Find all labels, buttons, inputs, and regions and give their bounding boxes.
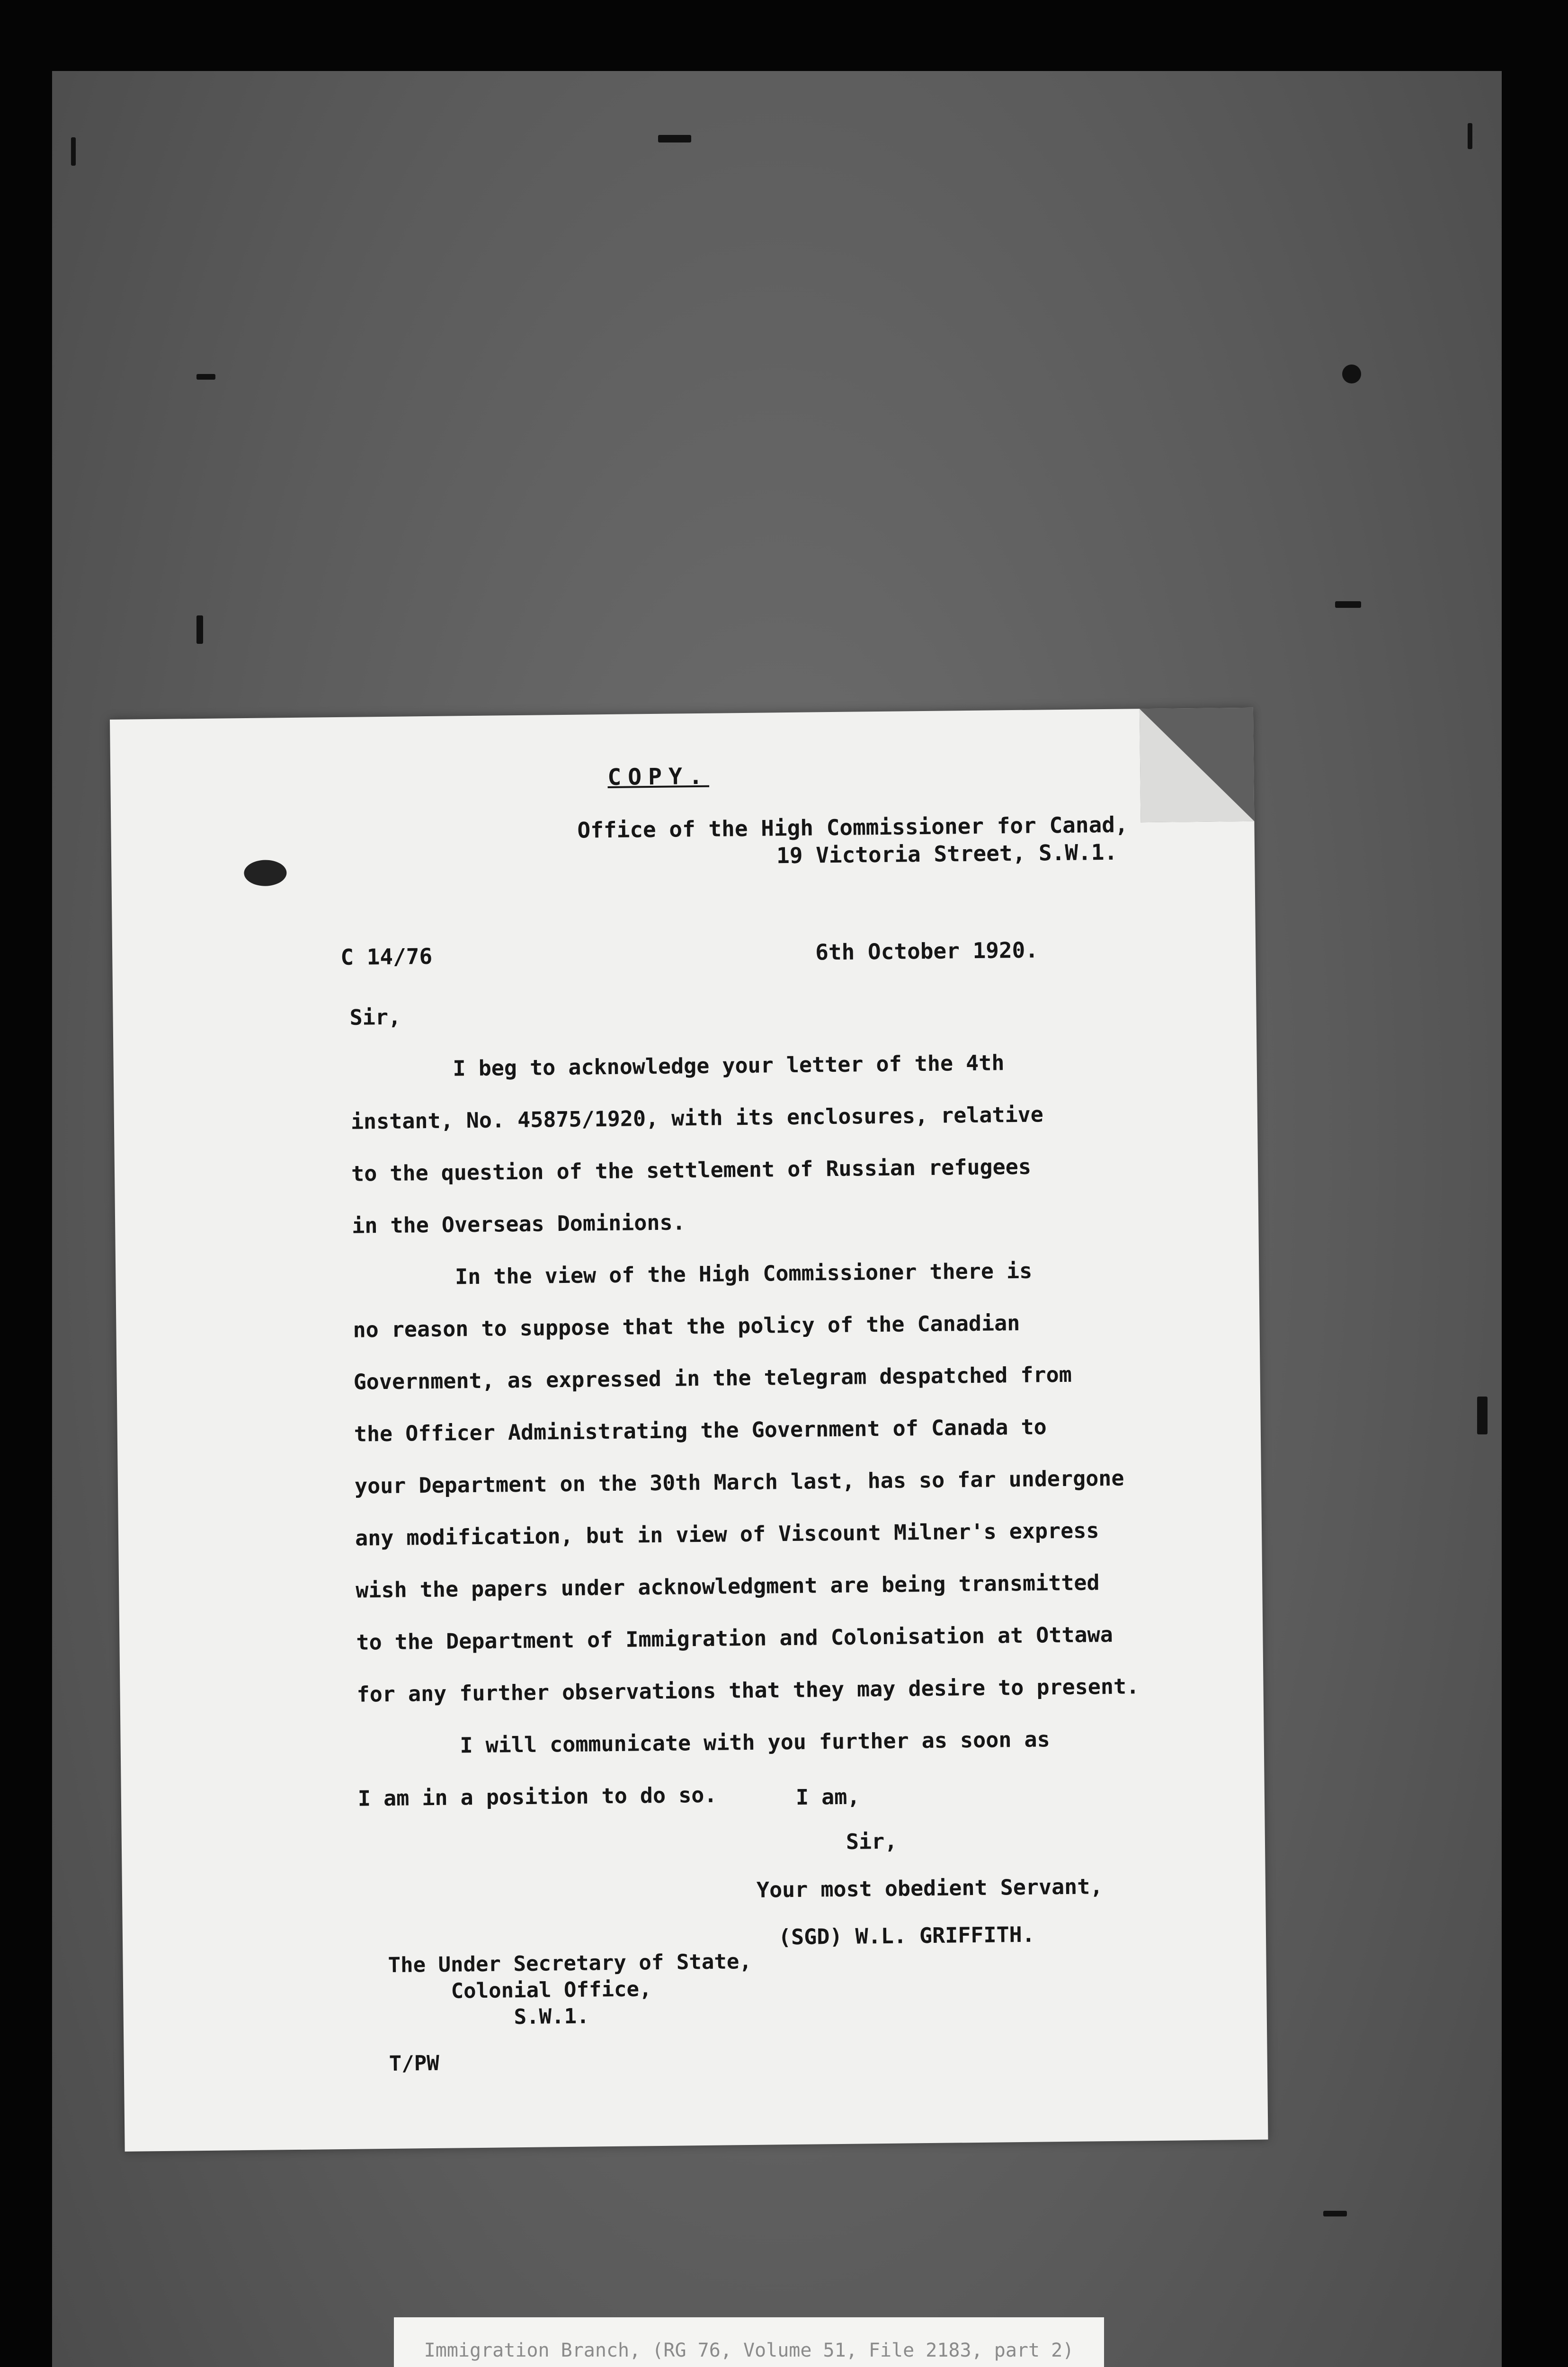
body-line: your Department on the 30th March last, has so far undergone [354,1465,1124,1499]
closing-i-am: I am, [795,1784,860,1810]
addressee-line: S.W.1. [388,2004,589,2030]
office-address [577,810,1128,871]
board-mark [1342,365,1361,383]
body-line: to the question of the settlement of Russian refugees [351,1154,1032,1186]
closing-sir: Sir, [846,1828,898,1854]
typist-initials: T/PW [389,2051,439,2076]
body-line: Government, as expressed in the telegram despatched from [353,1361,1072,1395]
addressee-line: The Under Secretary of State, [388,1949,752,1977]
salutation: Sir, [349,1004,401,1030]
body-line: instant, No. 45875/1920, with its enclosures, relative [350,1102,1044,1134]
body-line: wish the papers under acknowledgment are being transmitted [356,1570,1100,1603]
addressee-line: Colonial Office, [388,1977,652,2004]
addressee [388,1949,752,2032]
board-mark [1468,123,1472,149]
body-line: no reason to suppose that the policy of the Canadian [353,1310,1020,1343]
body-line: in the Overseas Dominions. [351,1210,686,1238]
board-mark [196,615,203,644]
board-mark [658,135,691,142]
board-mark [1335,601,1361,608]
body-line: for any further observations that they may desire to present. [356,1673,1140,1707]
ink-blot [244,860,287,886]
folded-corner [1140,708,1255,823]
letter-date: 6th October 1920. [815,937,1039,965]
body-line: to the Department of Immigration and Colonisation at Ottawa [356,1621,1114,1655]
body-line: I am in a position to do so. [357,1782,717,1811]
body-line: the Officer Administrating the Government of Canada to [354,1414,1047,1447]
board-mark [196,374,215,380]
board-mark [71,137,76,166]
board-mark [1477,1397,1488,1434]
office-line: Office of the High Commissioner for Canad, [577,811,1128,843]
office-line: 19 Victoria Street, S.W.1. [776,839,1118,869]
body-line: In the view of the High Commissioner there is [352,1258,1033,1290]
typed-letter [110,708,1268,2152]
board-mark [1323,2211,1347,2216]
closing-servant: Your most obedient Servant, [756,1874,1103,1903]
archive-caption: Immigration Branch, (RG 76, Volume 51, File 2183, part 2) [394,2317,1104,2367]
reference-number: C 14/76 [340,943,433,970]
letter-heading: COPY. [607,763,710,791]
body-line: I beg to acknowledge your letter of the 4th [350,1050,1005,1082]
body-line: any modification, but in view of Viscount Milner's express [355,1518,1099,1551]
letter-body [349,983,1140,1824]
body-line: I will communicate with you further as soon as [357,1726,1050,1759]
signature: (SGD) W.L. GRIFFITH. [778,1922,1035,1950]
